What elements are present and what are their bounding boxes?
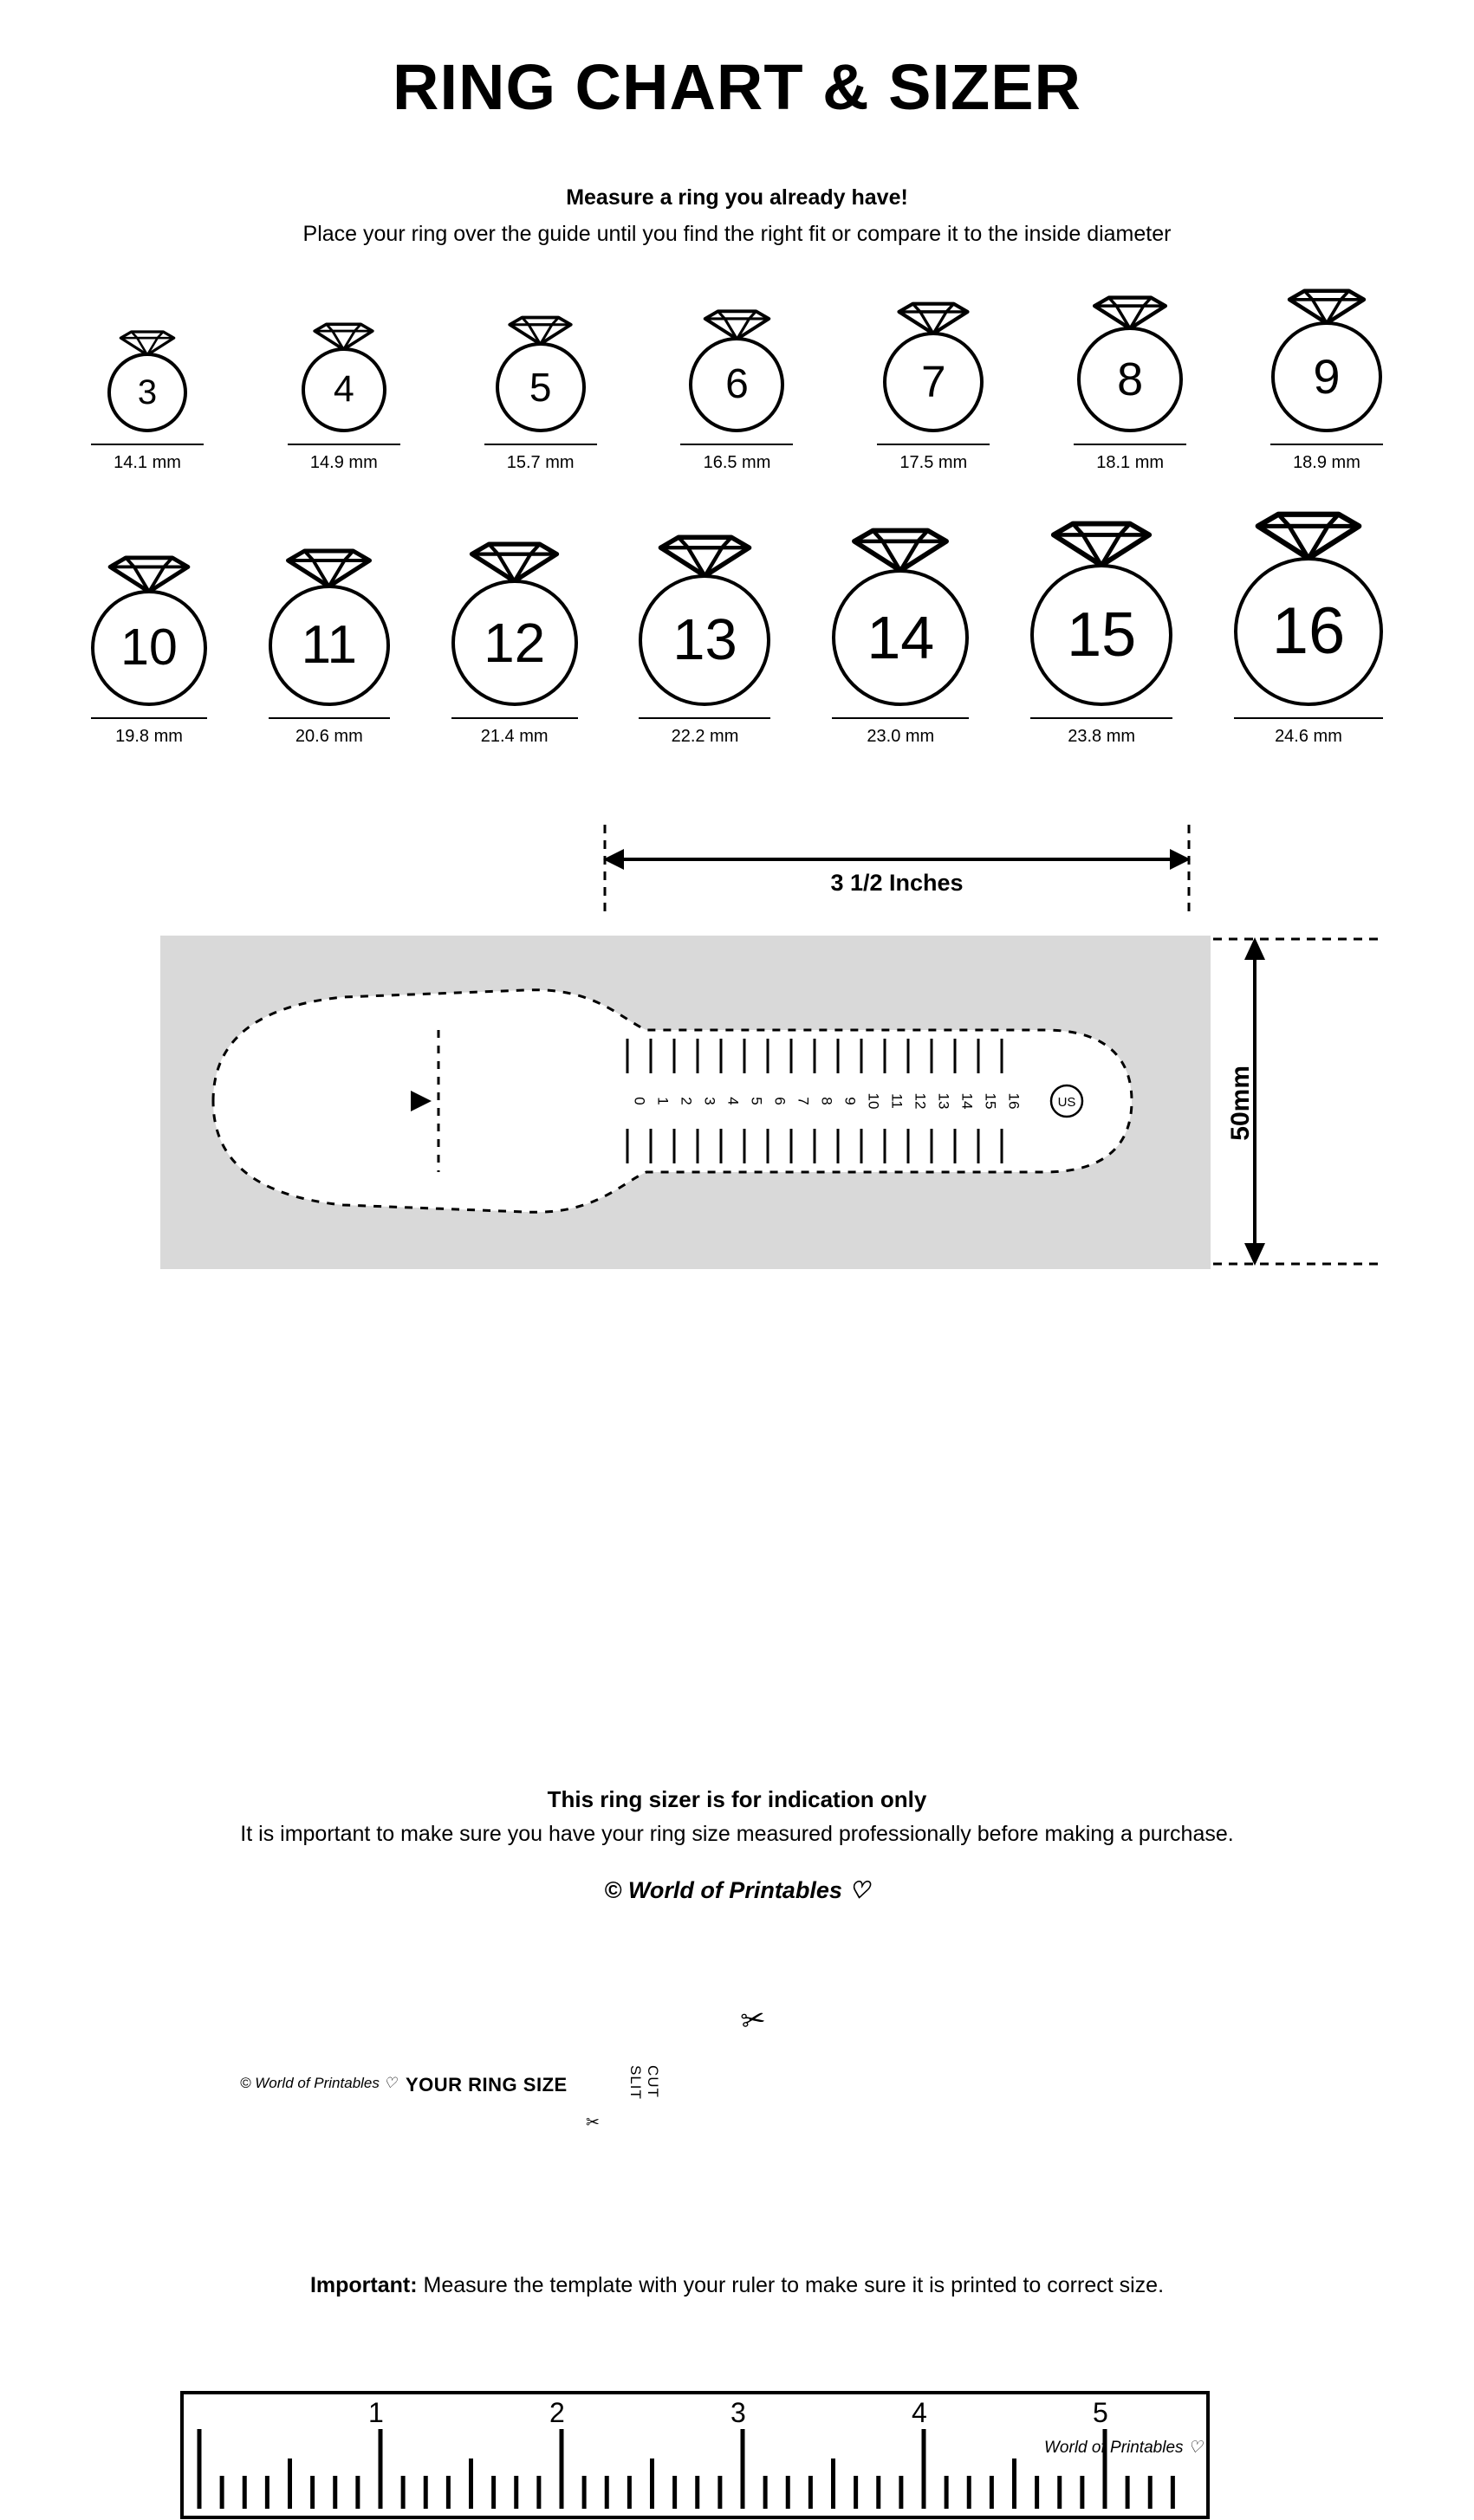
ring-size-number: 8	[1117, 353, 1144, 405]
diamond-icon	[1092, 295, 1168, 330]
ring-size-cell[interactable]	[288, 322, 400, 473]
sizer-scale-number: 13	[935, 1092, 952, 1110]
ring-row-top	[91, 288, 1383, 473]
diamond-icon	[658, 534, 752, 578]
sizer-scale-number: 4	[724, 1096, 742, 1105]
ring-diameter-label: 21.4 mm	[480, 726, 549, 746]
sizer-scale-number: 12	[912, 1092, 929, 1110]
sizer-scale-number: 14	[958, 1092, 976, 1110]
ring-diameter-label: 15.7 mm	[506, 452, 575, 472]
ring-size-cell[interactable]	[91, 555, 207, 747]
brand-name: World of Printables	[627, 1877, 842, 1903]
height-dimension-label: 50mm	[1226, 1065, 1255, 1141]
ring-size-number: 6	[725, 360, 749, 407]
ring-band	[1077, 327, 1183, 432]
page-title: RING CHART & SIZER	[393, 51, 1081, 123]
ring-graphic	[107, 330, 187, 432]
ring-graphic	[302, 322, 386, 432]
ring-size-cell[interactable]	[639, 534, 770, 747]
ruler-watermark-text: World of Printables	[1044, 2438, 1184, 2457]
ring-band	[639, 574, 770, 706]
measure-divider	[288, 444, 400, 445]
template-watermark-text: World of Printables	[255, 2074, 380, 2091]
measure-divider	[484, 444, 597, 445]
diamond-icon	[703, 309, 771, 340]
ring-band	[1030, 564, 1172, 706]
sizer-scale-number: 0	[631, 1096, 648, 1105]
measure-divider	[91, 444, 204, 445]
diamond-icon	[508, 315, 573, 346]
important-note-text: Measure the template with your ruler to make sure it is printed to correct size.	[417, 2272, 1165, 2297]
ruler-label: 1	[368, 2396, 384, 2428]
sizer-scale-number: 15	[982, 1092, 999, 1110]
sizer-scale-number: 16	[1005, 1092, 1023, 1110]
sizer-scale-number: 3	[701, 1096, 718, 1105]
ring-size-cell[interactable]	[269, 548, 390, 747]
sizer-scale-number: 10	[865, 1092, 882, 1110]
brand-footer	[0, 1877, 1474, 1904]
ring-diameter-label: 23.0 mm	[867, 726, 935, 746]
ring-size-number: 12	[484, 611, 546, 674]
ring-size-cell[interactable]	[91, 330, 204, 473]
ring-diameter-label: 20.6 mm	[295, 726, 363, 746]
sizer-scale-number: 1	[654, 1096, 672, 1105]
footer-heading: This ring sizer is for indication only	[547, 1786, 927, 1812]
ring-graphic	[883, 301, 984, 432]
ring-graphic	[496, 315, 586, 432]
ring-size-cell[interactable]	[1270, 288, 1383, 473]
ring-diameter-label: 14.1 mm	[114, 452, 181, 472]
ring-size-cell[interactable]	[1074, 295, 1186, 473]
measure-divider	[1234, 717, 1383, 719]
heart-icon: ♡	[383, 2074, 397, 2091]
ring-size-number: 7	[921, 357, 946, 407]
ring-band	[832, 569, 969, 706]
footer-block	[0, 1786, 1474, 1847]
ring-size-cell[interactable]	[451, 541, 578, 747]
heart-icon-ruler: ♡	[1187, 2438, 1203, 2457]
ring-row-bottom	[91, 511, 1383, 747]
ring-graphic	[451, 541, 578, 706]
ring-size-cell[interactable]	[877, 301, 990, 473]
ruler-label: 2	[549, 2396, 565, 2428]
ring-diameter-label: 18.9 mm	[1293, 452, 1360, 472]
ring-size-cell[interactable]	[1234, 511, 1383, 747]
ring-diameter-label: 17.5 mm	[899, 452, 968, 472]
ring-graphic	[1234, 511, 1383, 706]
intro-block	[0, 185, 1474, 247]
sizer-scale-number: 9	[841, 1096, 859, 1105]
ring-size-cell[interactable]	[484, 315, 597, 473]
ring-graphic	[1030, 521, 1172, 706]
scissors-small-icon: ✂	[586, 2113, 600, 2132]
measure-divider	[680, 444, 793, 445]
ruler-label: 4	[912, 2396, 927, 2428]
ring-size-number: 4	[333, 368, 354, 411]
ring-diameter-label: 14.9 mm	[309, 452, 378, 472]
ring-size-number: 11	[301, 614, 358, 675]
sizer-gray-panel	[160, 936, 1211, 1269]
ring-diameter-label: 22.2 mm	[671, 726, 739, 746]
intro-subheading: Place your ring over the guide until you find the right fit or compare it to the inside diameter	[302, 221, 1172, 246]
ring-graphic	[639, 534, 770, 706]
cut-slit-label: CUT SLIT	[627, 2064, 661, 2100]
ring-band	[91, 590, 207, 706]
sizer-scale-number: 8	[818, 1096, 835, 1105]
ring-size-cell[interactable]	[680, 309, 793, 473]
ruler-label: 5	[1093, 2396, 1108, 2428]
ring-band	[107, 353, 187, 432]
sizer-scale-number: 6	[771, 1096, 789, 1105]
ring-band	[1271, 321, 1382, 432]
sizer-scale-number: 7	[795, 1096, 812, 1105]
sizer-scale-number: 2	[678, 1096, 695, 1105]
ruler-label: 3	[731, 2396, 746, 2428]
footer-subheading: It is important to make sure you have your ring size measured professionally before making a purchase.	[240, 1822, 1234, 1846]
important-note	[0, 2273, 1474, 2298]
ring-size-number: 16	[1271, 593, 1346, 668]
heart-icon-footer: ♡	[848, 1877, 870, 1903]
measure-divider	[832, 717, 969, 719]
ring-band	[451, 580, 578, 706]
ring-size-cell[interactable]	[1030, 521, 1172, 747]
ring-size-number: 9	[1313, 348, 1341, 404]
diamond-icon	[1255, 511, 1362, 560]
ring-size-number: 3	[137, 372, 158, 411]
ring-graphic	[1271, 288, 1382, 432]
diamond-icon	[313, 322, 374, 351]
ring-size-cell[interactable]	[832, 528, 969, 747]
template-watermark	[240, 2075, 397, 2092]
measure-divider	[639, 717, 770, 719]
sizer-scale-number: 11	[888, 1092, 906, 1109]
diamond-icon	[1050, 521, 1153, 567]
ruler-watermark	[1044, 2438, 1203, 2458]
svg-text:US: US	[1057, 1094, 1076, 1110]
measure-divider	[1030, 717, 1172, 719]
sizer-cutout	[161, 936, 1210, 1268]
ring-diameter-label: 18.1 mm	[1096, 452, 1165, 472]
width-dimension-label: 3 1/2 Inches	[830, 869, 964, 896]
copyright-icon: ©	[240, 2074, 251, 2091]
ring-graphic	[91, 555, 207, 706]
sizer-scale-number: 5	[748, 1096, 765, 1105]
measure-divider	[1074, 444, 1186, 445]
measure-divider	[269, 717, 390, 719]
important-note-bold: Important:	[309, 2272, 418, 2297]
measure-divider	[877, 444, 990, 445]
ring-band	[1234, 557, 1383, 706]
ring-band	[269, 585, 390, 706]
ring-graphic	[832, 528, 969, 706]
diamond-icon	[469, 541, 560, 583]
measure-divider	[1270, 444, 1383, 445]
ring-band	[496, 342, 586, 432]
ring-diameter-label: 16.5 mm	[703, 452, 771, 472]
width-dimension	[598, 825, 1196, 920]
diamond-icon	[851, 528, 950, 573]
diamond-icon	[1287, 288, 1367, 325]
ring-diameter-label: 19.8 mm	[115, 726, 183, 746]
ring-graphic	[1077, 295, 1183, 432]
copyright-icon-footer: ©	[604, 1877, 622, 1903]
ring-size-number: 15	[1067, 599, 1137, 670]
ring-band	[302, 347, 386, 432]
your-ring-size-label: YOUR RING SIZE	[406, 2073, 568, 2096]
ring-diameter-label: 23.8 mm	[1068, 726, 1136, 746]
ring-size-number: 10	[120, 619, 178, 677]
scissors-icon: ✂	[737, 2001, 769, 2038]
ring-size-number: 13	[672, 607, 737, 673]
ring-diameter-label: 24.6 mm	[1275, 726, 1342, 746]
ring-graphic	[689, 309, 784, 432]
ring-band	[689, 337, 784, 432]
ring-size-guide	[0, 288, 1474, 747]
ring-size-number: 14	[867, 603, 935, 671]
diamond-icon	[897, 301, 970, 335]
diamond-icon	[285, 548, 373, 588]
ring-band	[883, 332, 984, 432]
diamond-icon	[107, 555, 191, 593]
measure-divider	[91, 717, 207, 719]
intro-heading: Measure a ring you already have!	[566, 185, 908, 210]
ring-graphic	[269, 548, 390, 706]
measure-divider	[451, 717, 578, 719]
ring-size-number: 5	[529, 364, 552, 410]
